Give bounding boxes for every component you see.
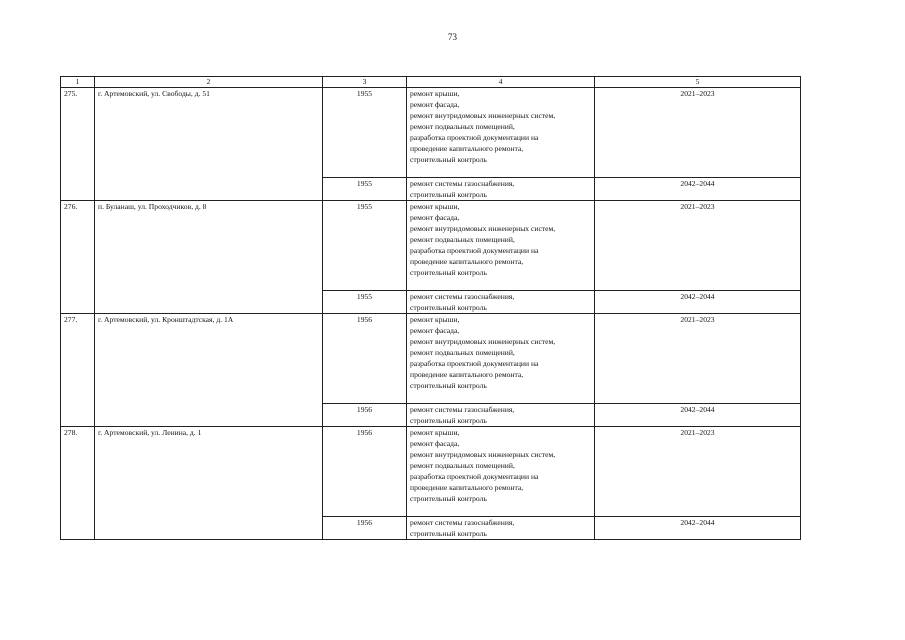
table-row [61, 427, 801, 517]
row-number-cell: 278. [61, 427, 95, 540]
work-item: строительный контроль [410, 303, 487, 312]
works-cell [407, 314, 595, 404]
works-cell [407, 517, 595, 540]
work-item: ремонт внутридомовых инженерных систем, [410, 224, 556, 233]
work-item: ремонт системы газоснабжения, [410, 179, 515, 188]
work-item: разработка проектной документации на [410, 133, 539, 142]
works-cell [407, 88, 595, 178]
header-cell: 4 [407, 77, 595, 88]
work-item: проведение капитального ремонта, [410, 257, 524, 266]
year-cell: 1956 [323, 517, 407, 540]
work-item: ремонт крыши, [410, 89, 460, 98]
header-cell: 1 [61, 77, 95, 88]
year-cell: 1955 [323, 88, 407, 178]
works-cell [407, 291, 595, 314]
period-cell: 2021–2023 [595, 427, 801, 517]
address-cell: г. Артемовский, ул. Свободы, д. 51 [95, 88, 323, 201]
work-item: строительный контроль [410, 416, 487, 425]
work-item: ремонт системы газоснабжения, [410, 518, 515, 527]
row-number-cell: 277. [61, 314, 95, 427]
work-item: ремонт подвальных помещений, [410, 461, 515, 470]
work-item: ремонт системы газоснабжения, [410, 292, 515, 301]
period-cell: 2021–2023 [595, 88, 801, 178]
year-cell: 1955 [323, 201, 407, 291]
work-item: строительный контроль [410, 529, 487, 538]
period-cell: 2021–2023 [595, 314, 801, 404]
work-item: ремонт фасада, [410, 213, 460, 222]
work-item: проведение капитального ремонта, [410, 370, 524, 379]
period-cell: 2042–2044 [595, 517, 801, 540]
works-cell [407, 404, 595, 427]
year-cell: 1955 [323, 178, 407, 201]
work-item: ремонт внутридомовых инженерных систем, [410, 337, 556, 346]
address-cell: п. Буланаш, ул. Проходчиков, д. 8 [95, 201, 323, 314]
year-cell: 1955 [323, 291, 407, 314]
works-cell [407, 178, 595, 201]
work-item: ремонт крыши, [410, 428, 460, 437]
table-row [61, 314, 801, 404]
work-item: ремонт системы газоснабжения, [410, 405, 515, 414]
work-item: разработка проектной документации на [410, 359, 539, 368]
row-number-cell: 275. [61, 88, 95, 201]
work-item: ремонт подвальных помещений, [410, 235, 515, 244]
table-header-row [61, 77, 801, 88]
work-item: строительный контроль [410, 190, 487, 199]
year-cell: 1956 [323, 427, 407, 517]
period-cell: 2042–2044 [595, 404, 801, 427]
work-item: строительный контроль [410, 381, 487, 390]
table-row [61, 201, 801, 291]
period-cell: 2042–2044 [595, 291, 801, 314]
year-cell: 1956 [323, 314, 407, 404]
header-cell: 5 [595, 77, 801, 88]
period-cell: 2021–2023 [595, 201, 801, 291]
repair-schedule-table [60, 76, 801, 540]
work-item: разработка проектной документации на [410, 472, 539, 481]
header-cell: 3 [323, 77, 407, 88]
work-item: ремонт крыши, [410, 315, 460, 324]
work-item: разработка проектной документации на [410, 246, 539, 255]
work-item: ремонт фасада, [410, 439, 460, 448]
work-item: ремонт внутридомовых инженерных систем, [410, 111, 556, 120]
header-cell: 2 [95, 77, 323, 88]
works-cell [407, 201, 595, 291]
address-cell: г. Артемовский, ул. Кронштадтская, д. 1А [95, 314, 323, 427]
works-cell [407, 427, 595, 517]
work-item: ремонт подвальных помещений, [410, 348, 515, 357]
work-item: строительный контроль [410, 268, 487, 277]
table-row [61, 88, 801, 178]
address-cell: г. Артемовский, ул. Ленина, д. 1 [95, 427, 323, 540]
work-item: проведение капитального ремонта, [410, 144, 524, 153]
year-cell: 1956 [323, 404, 407, 427]
period-cell: 2042–2044 [595, 178, 801, 201]
work-item: строительный контроль [410, 155, 487, 164]
work-item: ремонт крыши, [410, 202, 460, 211]
work-item: проведение капитального ремонта, [410, 483, 524, 492]
work-item: ремонт фасада, [410, 326, 460, 335]
work-item: ремонт фасада, [410, 100, 460, 109]
work-item: ремонт внутридомовых инженерных систем, [410, 450, 556, 459]
work-item: строительный контроль [410, 494, 487, 503]
work-item: ремонт подвальных помещений, [410, 122, 515, 131]
page-number: 73 [448, 32, 457, 42]
row-number-cell: 276. [61, 201, 95, 314]
